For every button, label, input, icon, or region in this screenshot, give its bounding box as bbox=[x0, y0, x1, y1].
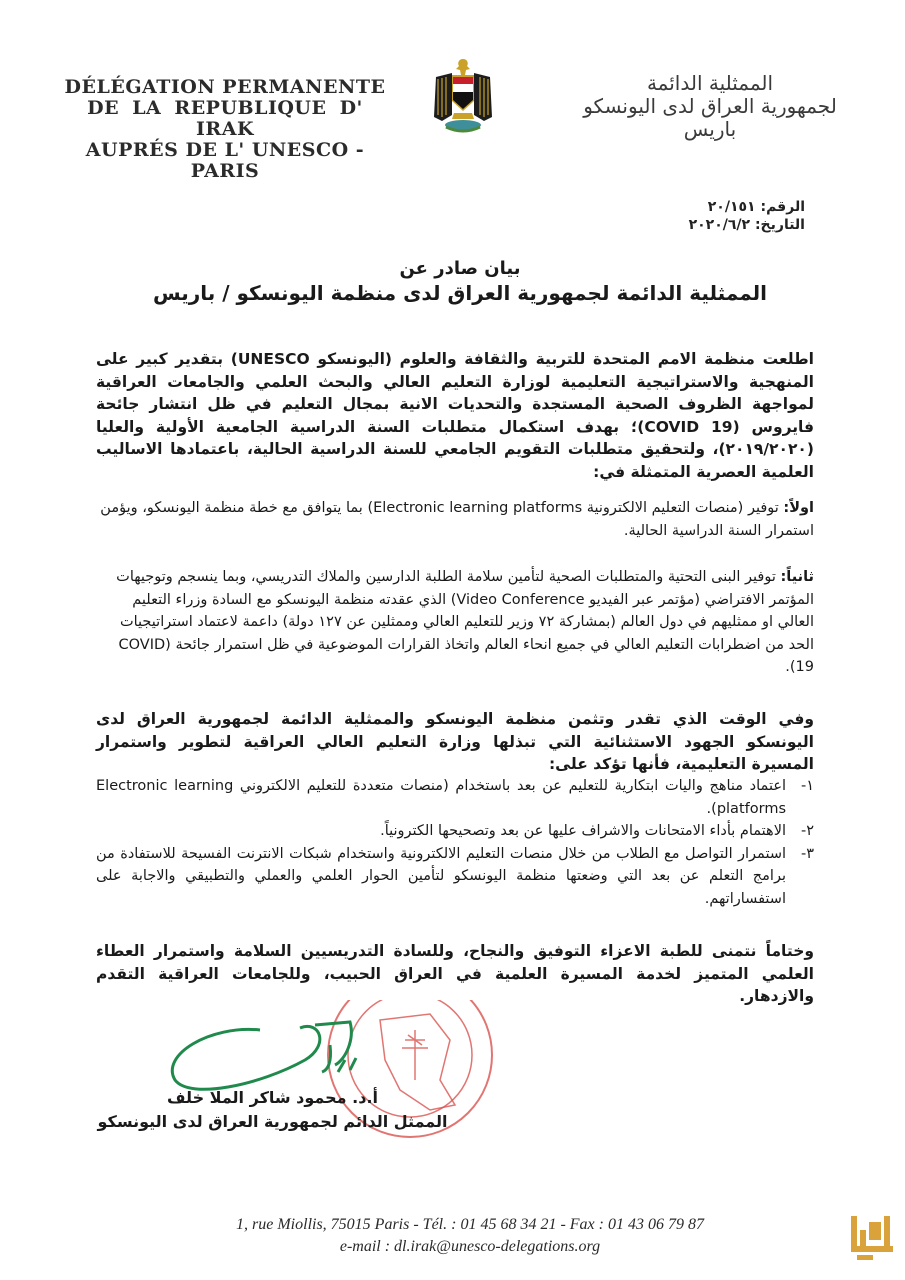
second-paragraph: وفي الوقت الذي تقدر وتثمن منظمة اليونسكو والممثلية الدائمة لجمهورية العراق لدى اليونسكو الجهود الاستثنائية التي تبذلها وزارة التعليم العالي العراقية لتطوير واستمرار المسيرة التعليمية، فأنها تؤكد على: bbox=[96, 710, 814, 773]
header-french-block bbox=[60, 77, 390, 182]
list-item-text: الاهتمام بأداء الامتحانات والاشراف عليها عن بعد وتصحيحها الكترونياً. bbox=[380, 823, 786, 839]
point-first-label: اولاً: bbox=[783, 500, 814, 516]
reference-number bbox=[689, 198, 805, 216]
eagle-emblem-icon bbox=[432, 55, 494, 139]
footer-contact bbox=[170, 1214, 770, 1258]
list-item bbox=[96, 843, 814, 911]
statement-title-line-2: الممثلية الدائمة لجمهورية العراق لدى منظمة اليونسكو / باريس bbox=[152, 281, 768, 305]
header-arabic-block bbox=[540, 72, 880, 141]
reference-number-value: ٢٠/١٥١ bbox=[707, 199, 756, 215]
header-arabic-line-3: باريس bbox=[683, 117, 737, 141]
statement-title bbox=[120, 258, 800, 306]
signer-name: أ.د. محمود شاكر الملا خلف bbox=[166, 1088, 379, 1107]
reference-date-label: التاريخ: bbox=[754, 217, 805, 233]
list-item-text: استمرار التواصل مع الطلاب من خلال منصات التعليم الالكترونية واستخدام شبكات الانترنت الفسيحة للاستفادة من برامج التعلم عن بعد التي وضعتها منظمة اليونسكو لتأمين الحوار العلمي والعملي والتطبيقي والاجابة على استفساراتهم. bbox=[96, 845, 786, 907]
closing-paragraph: وختاماً نتمنى للطبة الاعزاء التوفيق والنجاح، وللسادة التدريسيين السلامة واستمرار العطاء العلمي المتميز لخدمة المسيرة العلمية في العراق الحبيب، وللجامعات العراقية التقدم والازدهار. bbox=[96, 942, 814, 1005]
point-second-label: ثانياً: bbox=[780, 569, 814, 585]
list-item bbox=[96, 820, 814, 843]
reference-date-value: ٢٠٢٠/٦/٢ bbox=[688, 217, 751, 233]
point-second-text: توفير البنى التحتية والمتطلبات الصحية لتأمين سلامة الطلبة الدارسين والملاك التدريسي، وبما ينسجم وتوجيهات المؤتمر الافتراضي (مؤتمر عبر الفيديو Video Conference) الذي عقدته منظمة اليونسكو مع السادة وزراء التعليم العالي او ممثليهم في دول العالم (بمشاركة ٧٢ وزير للتعليم العالي وممثلين عن ١٢٧ دولة) داعمة لاعتماد استراتيجيات الحد من اضطرابات التعليم العالي في جميع انحاء العالم واتخاذ القرارات الموضوعية في ظل استمرار جائحة (COVID 19). bbox=[116, 569, 814, 675]
footer-address: 1, rue Miollis, 75015 Paris - Tél. : 01 45 68 34 21 - Fax : 01 43 06 79 87 bbox=[236, 1216, 704, 1233]
list-item-number: ٣- bbox=[800, 845, 814, 862]
intro-paragraph: اطلعت منظمة الامم المتحدة للتربية والثقافة والعلوم (اليونسكو UNESCO) بتقدير كبير على المنهجية والاستراتيجية التعليمية لوزارة التعليم العالي والبحث العلمي والجامعات العراقية لمواجهة الظروف الصحية المستجدة والتحديات الانية بمجال التعليم في ظل انتشار جائحة فايروس (COVID 19)؛ بهدف استكمال متطلبات السنة الدراسية الجامعية الأولية والعليا (٢٠١٩/٢٠٢٠)، ولتحقيق متطلبات التقويم الجامعي للسنة الدراسية الحالية، باعتمادها الاساليب العلمية العصرية المتمثلة في: bbox=[96, 350, 815, 481]
list-item bbox=[96, 775, 814, 820]
list-item-text: اعتماد مناهج واليات ابتكارية للتعليم عن بعد باستخدام (منصات متعددة للتعليم الالكتروني Electronic learning platforms). bbox=[96, 778, 786, 817]
header-arabic-line-2: لجمهورية العراق لدى اليونسكو bbox=[583, 94, 837, 118]
point-first-text: توفير (منصات التعليم الالكترونية Electronic learning platforms) بما يتوافق مع خطة منظمة اليونسكو، ويؤمن استمرار السنة الدراسية الحالية. bbox=[100, 500, 814, 539]
reference-date bbox=[689, 216, 805, 234]
header-french-line-2: DE LA REPUBLIQUE D' IRAK bbox=[87, 97, 363, 140]
signer-block bbox=[95, 1086, 450, 1134]
header-french-line-1: DÉLÉGATION PERMANENTE bbox=[64, 76, 386, 98]
footer-email: e-mail : dl.irak@unesco-delegations.org bbox=[339, 1238, 601, 1255]
reference-block bbox=[689, 198, 805, 234]
point-first bbox=[96, 497, 814, 542]
header-arabic-line-1: الممثلية الدائمة bbox=[646, 71, 774, 95]
reference-number-label: الرقم: bbox=[760, 199, 805, 215]
emphasis-list bbox=[96, 775, 814, 910]
list-item-number: ١- bbox=[800, 778, 814, 794]
signer-title: الممثل الدائم لجمهورية العراق لدى اليونسكو bbox=[97, 1112, 448, 1131]
point-second bbox=[96, 566, 814, 679]
list-item-number: ٢- bbox=[800, 823, 814, 839]
header-french-line-3: AUPRÉS DE L' UNESCO - PARIS bbox=[85, 139, 365, 182]
alula-news-logo-icon bbox=[847, 1212, 897, 1264]
statement-title-line-1: بيان صادر عن bbox=[399, 258, 521, 279]
